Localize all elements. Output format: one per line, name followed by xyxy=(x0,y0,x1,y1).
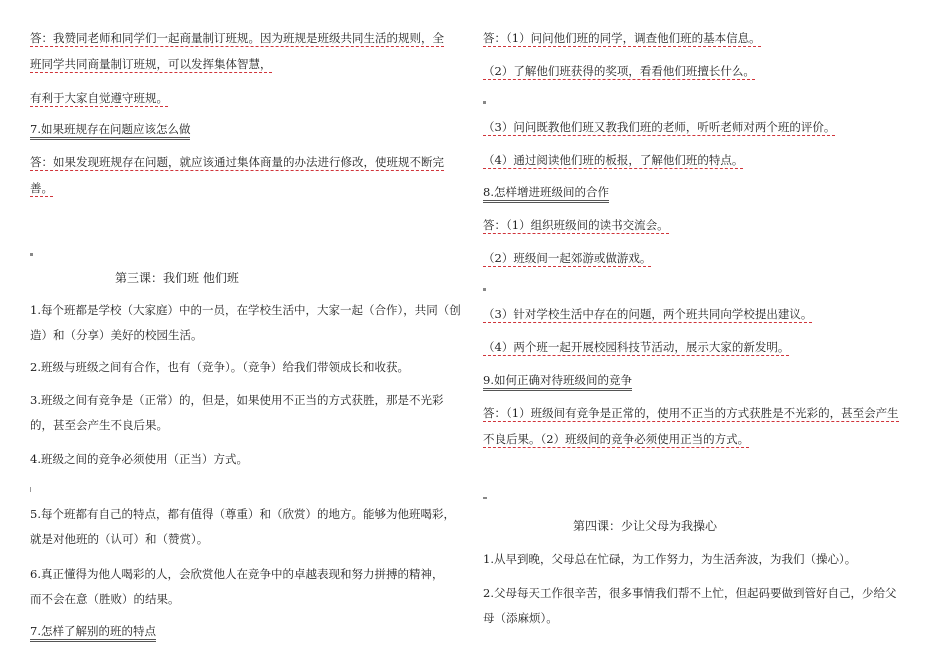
answer-understand-line1: 答：（1）问问他们班的同学，调查他们班的基本信息。 xyxy=(483,31,761,45)
answer-class-rules-line2: 班同学共同商量制订班规，可以发挥集体智慧， xyxy=(30,57,272,71)
answer-8-line1: 答：（1）组织班级间的读书交流会。 xyxy=(483,218,669,232)
lesson-4-point-2-line1: 2.父母每天工作很辛苦，很多事情我们帮不上忙，但起码要做到管好自己，少给父 xyxy=(483,586,897,600)
point-1-line1: 1.每个班都是学校（大家庭）中的一员，在学校生活中，大家一起（合作），共同（创 xyxy=(30,303,461,317)
answer-8-line3: （3）针对学校生活中存在的问题，两个班共同向学校提出建议。 xyxy=(483,307,813,321)
answer-class-rules-line3: 有利于大家自觉遵守班规。 xyxy=(30,91,168,105)
point-4: 4.班级之间的竞争必须使用（正当）方式。 xyxy=(30,452,248,466)
stray-mark xyxy=(483,288,486,291)
question-9-heading: 9.如何正确对待班级间的竞争 xyxy=(483,372,632,390)
question-7-heading: 7.如果班规存在问题应该怎么做 xyxy=(30,121,190,139)
lesson-3-title: 第三课：我们班 他们班 xyxy=(115,271,239,285)
lesson-4-point-1: 1.从早到晚，父母总在忙碌，为工作努力，为生活奔波，为我们（操心）。 xyxy=(483,552,857,566)
answer-7-line1: 答：如果发现班规存在问题，就应该通过集体商量的办法进行修改，使班规不断完 xyxy=(30,155,444,169)
stray-mark xyxy=(483,497,487,499)
point-2: 2.班级与班级之间有合作，也有（竞争）。（竞争）给我们带领成长和收获。 xyxy=(30,360,409,374)
point-5-line2: 就是对他班的（认可）和（赞赏）。 xyxy=(30,532,209,546)
point-1-line2: 造）和（分享）美好的校园生活。 xyxy=(30,328,203,342)
point-6-line1: 6.真正懂得为他人喝彩的人，会欣赏他人在竞争中的卓越表现和努力拼搏的精神， xyxy=(30,567,444,581)
answer-9-line2: 不良后果。（2）班级间的竞争必须使用正当的方式。 xyxy=(483,432,750,446)
answer-understand-line2: （2）了解他们班获得的奖项，看看他们班擅长什么。 xyxy=(483,64,755,78)
answer-class-rules-line1: 答：我赞同老师和同学们一起商量制订班规。因为班规是班级共同生活的规则，全 xyxy=(30,31,444,45)
question-8-heading: 8.怎样增进班级间的合作 xyxy=(483,184,609,202)
point-3-line2: 的，甚至会产生不良后果。 xyxy=(30,418,168,432)
answer-8-line4: （4）两个班一起开展校园科技节活动，展示大家的新发明。 xyxy=(483,340,790,354)
point-3-line1: 3.班级之间有竞争是（正常）的，但是，如果使用不正当的方式获胜，那是不光彩 xyxy=(30,393,444,407)
answer-9-line1: 答：（1）班级间有竞争是正常的，使用不正当的方式获胜是不光彩的，甚至会产生 xyxy=(483,406,899,420)
stray-mark xyxy=(483,101,486,104)
point-5-line1: 5.每个班都有自己的特点，都有值得（尊重）和（欣赏）的地方。能够为他班喝彩， xyxy=(30,507,455,521)
answer-understand-line4: （4）通过阅读他们班的板报，了解他们班的特点。 xyxy=(483,153,744,167)
point-6-line2: 而不会在意（胜败）的结果。 xyxy=(30,592,180,606)
answer-understand-line3: （3）问问既教他们班又教我们班的老师，听听老师对两个班的评价。 xyxy=(483,120,836,134)
stray-mark xyxy=(30,253,33,256)
answer-8-line2: （2）班级间一起郊游或做游戏。 xyxy=(483,251,652,265)
question-7b-heading: 7.怎样了解别的班的特点 xyxy=(30,623,156,641)
lesson-4-point-2-line2: 母（添麻烦）。 xyxy=(483,611,558,625)
answer-7-line2: 善。 xyxy=(30,181,53,195)
stray-mark xyxy=(30,487,31,492)
lesson-4-title: 第四课：少让父母为我操心 xyxy=(573,519,718,533)
